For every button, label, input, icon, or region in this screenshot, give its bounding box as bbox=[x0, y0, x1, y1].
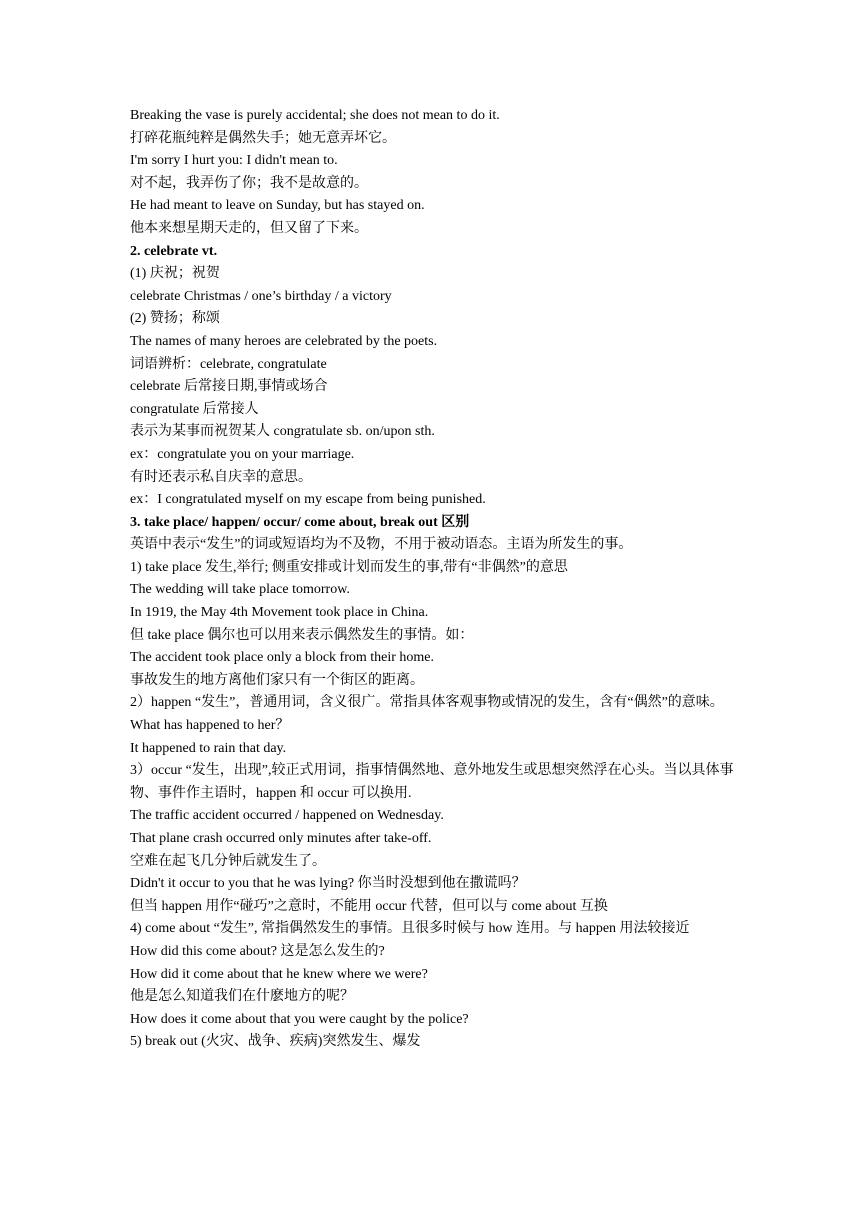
text-line: Didn't it occur to you that he was lying? 你当时没想到他在撒谎吗？ bbox=[130, 876, 526, 892]
text-line: How does it come about that you were caught by the police? bbox=[130, 1011, 469, 1027]
text-line: That plane crash occurred only minutes after take-off. bbox=[130, 831, 432, 846]
text-line: The accident took place only a block from their home. bbox=[130, 650, 435, 666]
text-line: He had meant to leave on Sunday, but has stayed on. bbox=[130, 198, 425, 214]
text-line: 打碎花瓶纯粹是偶然失手；她无意弄坏它。 bbox=[130, 130, 396, 146]
section-heading: 3. take place/ happen/ occur/ come about, break out 区别 bbox=[130, 514, 470, 530]
text-line: The wedding will take place tomorrow. bbox=[130, 582, 350, 598]
text-line: 词语辨析：celebrate, congratulate bbox=[130, 356, 327, 372]
text-line: celebrate Christmas / one’s birthday / a victory bbox=[130, 288, 392, 304]
text-line: 英语中表示“发生”的词或短语均为不及物，不用于被动语态。主语为所发生的事。 bbox=[130, 537, 633, 553]
text-line: 4) come about “发生”, 常指偶然发生的事情。且很多时候与 how 连用。与 happen 用法较接近 bbox=[130, 921, 690, 937]
text-line: 表示为某事而祝贺某人 congratulate sb. on/upon sth. bbox=[130, 424, 435, 440]
text-line: In 1919, the May 4th Movement took place in China. bbox=[130, 605, 429, 621]
text-line: 空难在起飞几分钟后就发生了。 bbox=[130, 853, 326, 869]
text-line: How did this come about? 这是怎么发生的? bbox=[130, 943, 385, 959]
document-body bbox=[130, 105, 740, 1054]
text-line: Breaking the vase is purely accidental; she does not mean to do it. bbox=[130, 108, 500, 123]
text-line: 但 take place 偶尔也可以用来表示偶然发生的事情。如： bbox=[130, 627, 474, 643]
text-line: 5) break out (火灾、战争、疾病)突然发生、爆发 bbox=[130, 1034, 421, 1050]
text-line: 事故发生的地方离他们家只有一个街区的距离。 bbox=[130, 672, 424, 688]
text-line: 1) take place 发生,举行; 侧重安排或计划而发生的事,带有“非偶然”的意思 bbox=[130, 559, 568, 575]
text-line: What has happened to her？ bbox=[130, 718, 290, 734]
text-line: 2）happen “发生”，普通用词，含义很广。常指具体客观事物或情况的发生，含有“偶然”的意味。 bbox=[130, 695, 724, 711]
section-heading: 2. celebrate vt. bbox=[130, 243, 218, 259]
text-line: The traffic accident occurred / happened on Wednesday. bbox=[130, 808, 444, 824]
text-line: 但当 happen 用作“碰巧”之意时，不能用 occur 代替，但可以与 come about 互换 bbox=[130, 898, 608, 914]
text-line: 他是怎么知道我们在什麽地方的呢？ bbox=[130, 989, 354, 1005]
text-line: ex：congratulate you on your marriage. bbox=[130, 446, 355, 462]
text-line: I'm sorry I hurt you: I didn't mean to. bbox=[130, 153, 338, 169]
text-line: 对不起，我弄伤了你；我不是故意的。 bbox=[130, 175, 368, 191]
text-line: How did it come about that he knew where we were? bbox=[130, 966, 428, 982]
text-line: 3）occur “发生，出现”,较正式用词，指事情偶然地、意外地发生或思想突然浮在心头。当以具体事物、事件作主语时，happen 和 occur 可以换用. bbox=[130, 763, 734, 801]
text-line: congratulate 后常接人 bbox=[130, 401, 259, 417]
text-line: (2) 赞扬；称颂 bbox=[130, 311, 220, 327]
text-line: 有时还表示私自庆幸的意思。 bbox=[130, 469, 312, 485]
text-line: celebrate 后常接日期,事情或场合 bbox=[130, 379, 328, 395]
text-line: 他本来想星期天走的，但又留了下来。 bbox=[130, 220, 368, 236]
text-line: (1) 庆祝；祝贺 bbox=[130, 266, 220, 282]
text-line: It happened to rain that day. bbox=[130, 740, 287, 756]
text-line: ex：I congratulated myself on my escape from being punished. bbox=[130, 492, 486, 508]
text-line: The names of many heroes are celebrated by the poets. bbox=[130, 333, 438, 349]
